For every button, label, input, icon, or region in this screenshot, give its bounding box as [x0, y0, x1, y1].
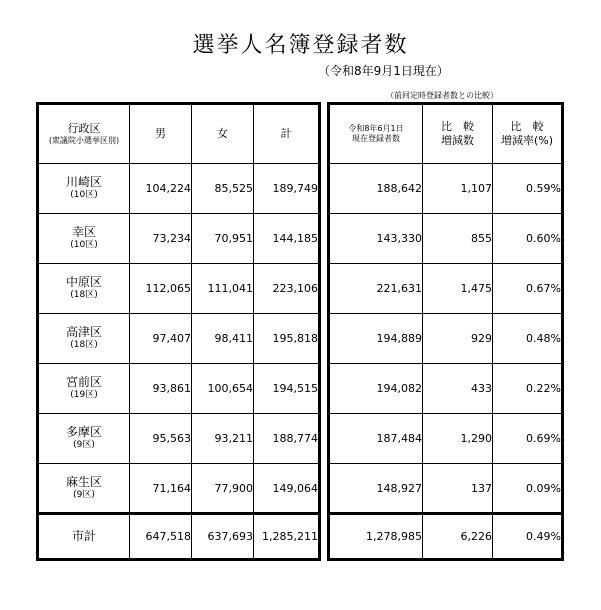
- female-count: 93,211: [192, 414, 254, 464]
- female-count: 70,951: [192, 214, 254, 264]
- ward-cell: [38, 314, 130, 364]
- diff-count: 433: [423, 364, 493, 414]
- diff-rate: 0.09%: [493, 464, 563, 514]
- male-count: 95,563: [130, 414, 192, 464]
- male-total: 647,518: [130, 514, 192, 560]
- male-count: 71,164: [130, 464, 192, 514]
- diff-count: 1,107: [423, 164, 493, 214]
- header-prev-label: 現在登録者数: [352, 134, 400, 143]
- table-row: [38, 414, 320, 464]
- male-count: 93,861: [130, 364, 192, 414]
- ward-name: 川崎区: [65, 175, 102, 190]
- table-row: [38, 314, 320, 364]
- comparison-table: [327, 102, 564, 561]
- header-female: 女: [192, 104, 254, 164]
- ward-name: 幸区: [71, 225, 96, 240]
- male-count: 73,234: [130, 214, 192, 264]
- header-diff-line1: 比 較: [441, 120, 474, 134]
- female-count: 77,900: [192, 464, 254, 514]
- ward-name: 多摩区: [65, 425, 102, 440]
- prev-count: 188,642: [329, 164, 423, 214]
- diff-total: 6,226: [423, 514, 493, 560]
- prev-count: 148,927: [329, 464, 423, 514]
- male-count: 112,065: [130, 264, 192, 314]
- table-row: [329, 264, 563, 314]
- diff-count: 929: [423, 314, 493, 364]
- registrants-table: [36, 102, 321, 561]
- ward-district: (19区): [70, 390, 98, 401]
- table-row: [38, 364, 320, 414]
- ward-cell: [38, 464, 130, 514]
- diff-rate: 0.67%: [493, 264, 563, 314]
- total-count: 195,818: [254, 314, 320, 364]
- ward-district: (9区): [73, 489, 95, 500]
- header-prev-date: 令和8年6月1日: [348, 124, 404, 133]
- header-prev: [329, 104, 423, 164]
- ward-cell: [38, 214, 130, 264]
- total-count: 188,774: [254, 414, 320, 464]
- table-row: [38, 214, 320, 264]
- total-count: 149,064: [254, 464, 320, 514]
- reference-date: （令和8年9月1日現在）: [318, 64, 449, 78]
- ward-cell: [38, 364, 130, 414]
- table-row: [329, 414, 563, 464]
- ward-name: 中原区: [65, 275, 102, 290]
- totals-row: [329, 514, 563, 560]
- table-row: [38, 264, 320, 314]
- table-row: [329, 214, 563, 264]
- right-body: [329, 164, 563, 560]
- prev-count: 143,330: [329, 214, 423, 264]
- page-title: 選挙人名簿登録者数: [192, 33, 409, 58]
- female-total: 637,693: [192, 514, 254, 560]
- table-row: [38, 164, 320, 214]
- rate-total: 0.49%: [493, 514, 563, 560]
- ward-district: (10区): [70, 190, 98, 201]
- total-count: 189,749: [254, 164, 320, 214]
- diff-rate: 0.69%: [493, 414, 563, 464]
- header-district-label: 行政区: [67, 122, 101, 136]
- header-male: 男: [130, 104, 192, 164]
- table-row: [329, 364, 563, 414]
- ward-name: 宮前区: [65, 375, 102, 390]
- table-row: [329, 164, 563, 214]
- diff-count: 1,290: [423, 414, 493, 464]
- diff-rate: 0.60%: [493, 214, 563, 264]
- diff-rate: 0.59%: [493, 164, 563, 214]
- female-count: 100,654: [192, 364, 254, 414]
- diff-count: 137: [423, 464, 493, 514]
- left-header-row: [38, 104, 320, 164]
- total-count: 144,185: [254, 214, 320, 264]
- totals-label: 市計: [38, 514, 130, 560]
- table-row: [329, 464, 563, 514]
- female-count: 111,041: [192, 264, 254, 314]
- diff-rate: 0.22%: [493, 364, 563, 414]
- ward-cell: [38, 414, 130, 464]
- grand-total: 1,285,211: [254, 514, 320, 560]
- header-diff-line2: 増減数: [441, 134, 474, 147]
- total-count: 194,515: [254, 364, 320, 414]
- prev-count: 194,889: [329, 314, 423, 364]
- header-district-sub: (衆議院小選挙区別): [48, 135, 120, 145]
- total-count: 223,106: [254, 264, 320, 314]
- header-district: [38, 104, 130, 164]
- ward-district: (9区): [73, 440, 95, 451]
- prev-count: 187,484: [329, 414, 423, 464]
- ward-district: (18区): [70, 340, 98, 351]
- diff-count: 855: [423, 214, 493, 264]
- diff-count: 1,475: [423, 264, 493, 314]
- female-count: 98,411: [192, 314, 254, 364]
- header-total: 計: [254, 104, 320, 164]
- female-count: 85,525: [192, 164, 254, 214]
- prev-total: 1,278,985: [329, 514, 423, 560]
- ward-district: (10区): [70, 240, 98, 251]
- ward-cell: [38, 264, 130, 314]
- comparison-note: （前回定時登録者数との比較）: [386, 91, 498, 100]
- left-body: [38, 164, 320, 560]
- male-count: 104,224: [130, 164, 192, 214]
- male-count: 97,407: [130, 314, 192, 364]
- prev-count: 194,082: [329, 364, 423, 414]
- totals-row: [38, 514, 320, 560]
- ward-district: (18区): [70, 290, 98, 301]
- header-rate-line2: 増減率(%): [500, 134, 554, 147]
- ward-name: 麻生区: [65, 474, 102, 489]
- table-row: [329, 314, 563, 364]
- ward-cell: [38, 164, 130, 214]
- prev-count: 221,631: [329, 264, 423, 314]
- right-header-row: [329, 104, 563, 164]
- header-rate-line1: 比 較: [510, 120, 544, 134]
- table-row: [38, 464, 320, 514]
- header-diff: [423, 104, 493, 164]
- ward-name: 高津区: [65, 325, 102, 340]
- header-rate: [493, 104, 563, 164]
- diff-rate: 0.48%: [493, 314, 563, 364]
